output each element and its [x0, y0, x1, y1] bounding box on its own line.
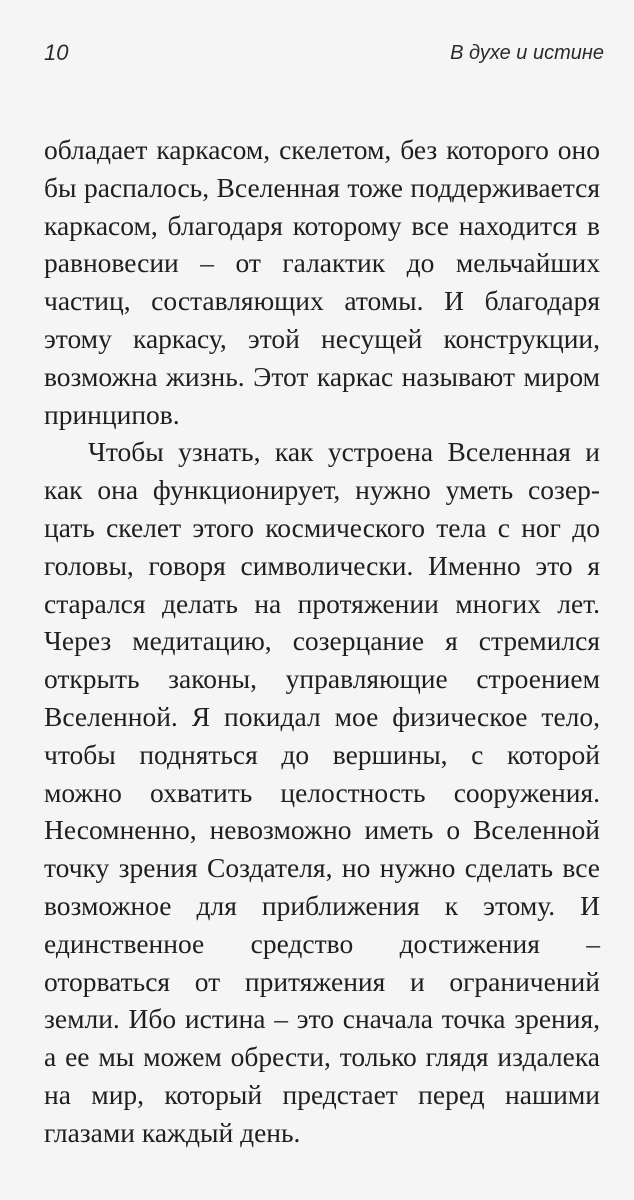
page-header: [0, 40, 634, 70]
body-text: [44, 131, 600, 1152]
page-number: 10: [44, 40, 69, 65]
paragraph-1: обладает каркасом, скелетом, без которого оно бы распалось, Вселенная тоже поддерживается каркасом, благодаря которому все находится в равновесии – от галактик до мельчайших частиц, составляющих атомы. И благодаря этому каркасу, этой несущей конструкции, возможна жизнь. Этот каркас называют миром принципов.: [44, 134, 600, 430]
paragraph-2: Чтобы узнать, как устроена Вселенная и как она функционирует, нужно уметь созерцать скелет этого космического тела с ног до головы, говоря символически. Именно это я старался делать на протяжении многих лет. Через медитацию, созерцание я стремился открыть законы, управляющие строением Вселенной. Я покидал мое физическое тело, чтобы подняться до вершины, с которой можно охватить целостность сооружения. Несомненно, невозможно иметь о Вселенной точку зрения Создателя, но нужно сделать все возможное для приближения к этому. И единственное средство достижения – оторваться от притяжения и ограничений земли. Ибо истина – это сначала точка зрения, а ее мы можем обрести, только глядя издалека на мир, который предстает перед нашими глазами каждый день.: [44, 436, 600, 1148]
running-title: В духе и истине: [450, 42, 604, 64]
